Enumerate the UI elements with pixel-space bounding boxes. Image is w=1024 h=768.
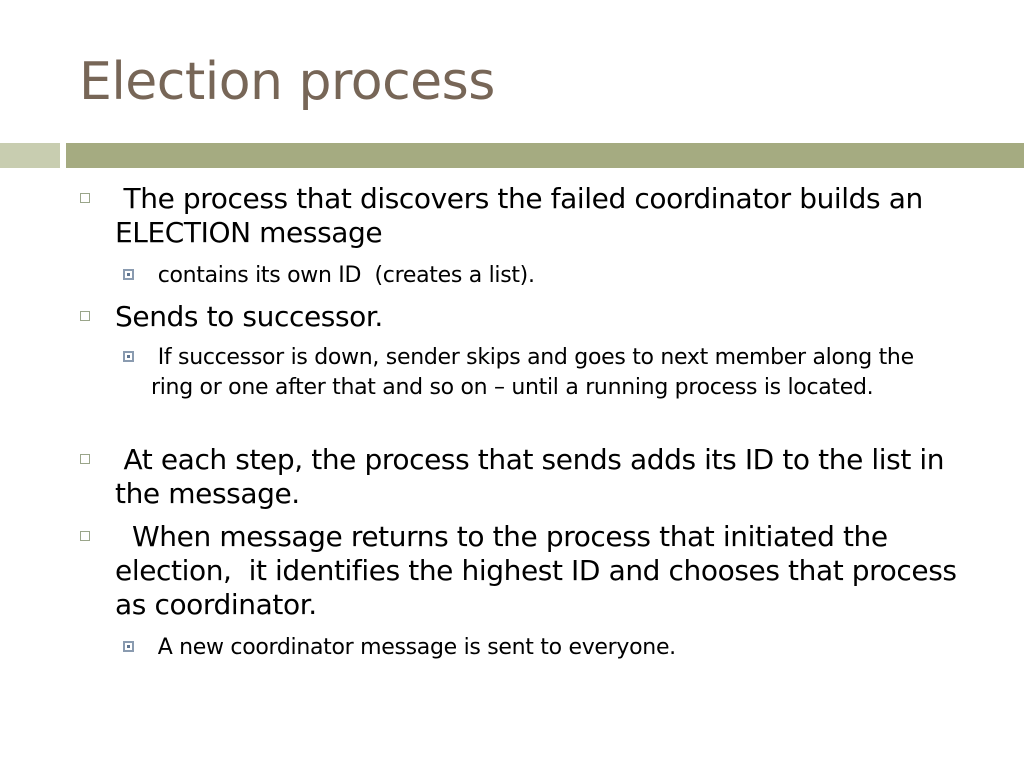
sub-bullet-item [151,633,921,663]
filled-square-icon [123,351,134,362]
bullet-text: A new coordinator message is sent to everyone. [151,635,676,660]
hollow-square-icon [80,531,90,541]
bullet-item [115,443,985,511]
bullet-text: If successor is down, sender skips and goes to next member along the ring or one after that and so on – until a running process is located. [151,345,921,400]
bullet-item [115,520,985,622]
sub-bullet-item [151,261,921,291]
bullet-text: At each step, the process that sends adds its ID to the list in the message. [115,443,953,510]
title-divider-band-left [0,143,60,168]
title-divider-band-right [66,143,1024,168]
slide-title: Election process [79,52,495,112]
bullet-item [115,182,985,250]
bullet-text: When message returns to the process that initiated the election, it identifies the highest ID and chooses that process as coordinator. [115,520,966,621]
filled-square-icon [123,269,134,280]
bullet-text: contains its own ID (creates a list). [151,263,535,288]
hollow-square-icon [80,193,90,203]
hollow-square-icon [80,311,90,321]
filled-square-icon [123,641,134,652]
bullet-text: The process that discovers the failed coordinator builds an ELECTION message [115,182,932,249]
bullet-item [115,300,985,334]
bullet-text: Sends to successor. [115,300,383,333]
sub-bullet-item [151,343,921,403]
hollow-square-icon [80,454,90,464]
